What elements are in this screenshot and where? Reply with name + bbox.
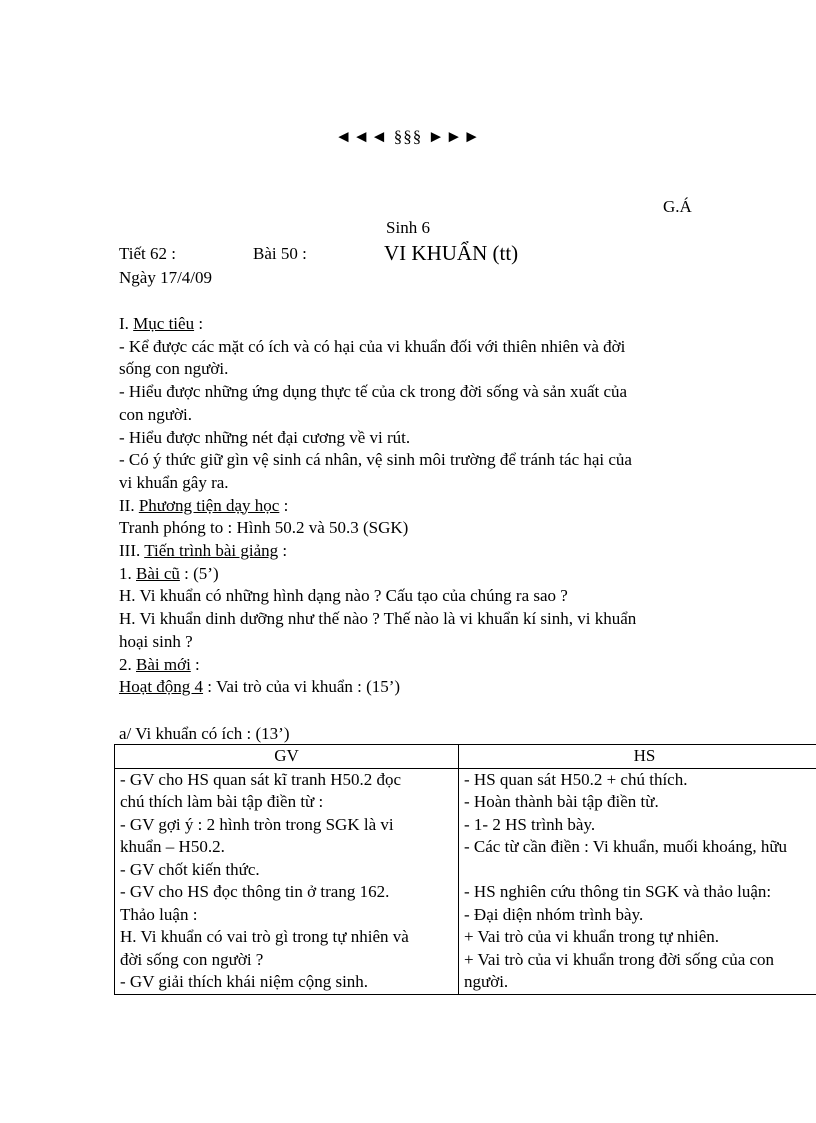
lesson-period: Tiết 62 : [119,244,177,263]
lesson-body [119,313,719,699]
activity-heading: Hoạt động 4 : Vai trò của vi khuẩn : (15’) [119,677,401,697]
ornament-divider: ◄◄◄ §§§ ►►► [335,127,481,146]
gv-line: Thảo luận : [120,904,198,924]
hs-line: + Vai trò của vi khuẩn trong tự nhiên. [464,927,720,946]
gv-line: khuẩn – H50.2. [120,837,225,856]
hs-line: người. [464,972,509,991]
materials-text: Tranh phóng to : Hình 50.2 và 50.3 (SGK) [119,518,409,538]
column-header-hs: HS [459,745,816,769]
subject-heading: Sinh 6 [386,218,430,237]
objective-line: - Có ý thức giữ gìn vệ sinh cá nhân, vệ sinh môi trường để tránh tác hại của [119,450,632,470]
hs-line [464,859,816,882]
section-materials-heading: II. Phương tiện dạy học : [119,495,289,515]
lesson-date: Ngày 17/4/09 [119,268,213,287]
table-caption: a/ Vi khuẩn có ích : (13’) [119,724,290,743]
gv-line: chú thích làm bài tập điền từ : [120,792,324,811]
gv-line: - GV cho HS quan sát kĩ tranh H50.2 đọc [120,769,402,789]
hs-line: + Vai trò của vi khuẩn trong đời sống của con [464,949,775,969]
hs-line: - Các từ cần điền : Vi khuẩn, muối khoáng, hữu [464,837,788,856]
column-header-gv: GV [115,745,459,769]
objective-line: - Hiểu được những nét đại cương về vi rút. [119,427,411,447]
hs-line: - 1- 2 HS trình bày. [464,814,596,834]
table-row [115,768,816,994]
hs-line: - Đại diện nhóm trình bày. [464,904,644,924]
gv-line: - GV giải thích khái niệm cộng sinh. [120,972,369,991]
section-objectives-heading: I. Mục tiêu : [119,314,204,333]
section-procedure-heading: III. Tiến trình bài giảng : [119,541,288,561]
question-line: hoại sinh ? [119,631,193,651]
new-lesson-heading: 2. Bài mới : [119,654,200,674]
lesson-number: Bài 50 : [253,244,307,263]
hs-line: - HS nghiên cứu thông tin SGK và thảo luận: [464,882,772,901]
activity-table [114,744,816,995]
gv-cell [115,768,459,994]
gv-line: đời sống con người ? [120,949,264,969]
table-header-row [115,745,816,769]
old-lesson-heading: 1. Bài cũ : (5’) [119,563,219,583]
gv-line: H. Vi khuẩn có vai trò gì trong tự nhiên và [120,927,409,946]
question-line: H. Vi khuẩn có những hình dạng nào ? Cấu tạo của chúng ra sao ? [119,586,568,606]
hs-cell [459,768,816,994]
objective-line: con người. [119,404,192,424]
gv-line: - GV cho HS đọc thông tin ở trang 162. [120,882,390,901]
hs-line: - HS quan sát H50.2 + chú thích. [464,769,688,789]
lesson-title: VI KHUẨN (tt) [384,241,519,265]
hs-line: - Hoàn thành bài tập điền từ. [464,792,659,811]
objective-line: sống con người. [119,359,229,379]
objective-line: - Hiểu được những ứng dụng thực tế của ck trong đời sống và sản xuất của [119,382,628,402]
author-initials: G.Á [663,197,692,216]
objective-line: - Kể được các mặt có ích và có hại của vi khuẩn đối với thiên nhiên và đời [119,336,626,356]
question-line: H. Vi khuẩn dinh dưỡng như thế nào ? Thế nào là vi khuẩn kí sinh, vi khuẩn [119,609,637,629]
gv-line: - GV gợi ý : 2 hình tròn trong SGK là vi [120,814,394,834]
objective-line: vi khuẩn gây ra. [119,472,229,492]
gv-line: - GV chốt kiến thức. [120,859,260,879]
